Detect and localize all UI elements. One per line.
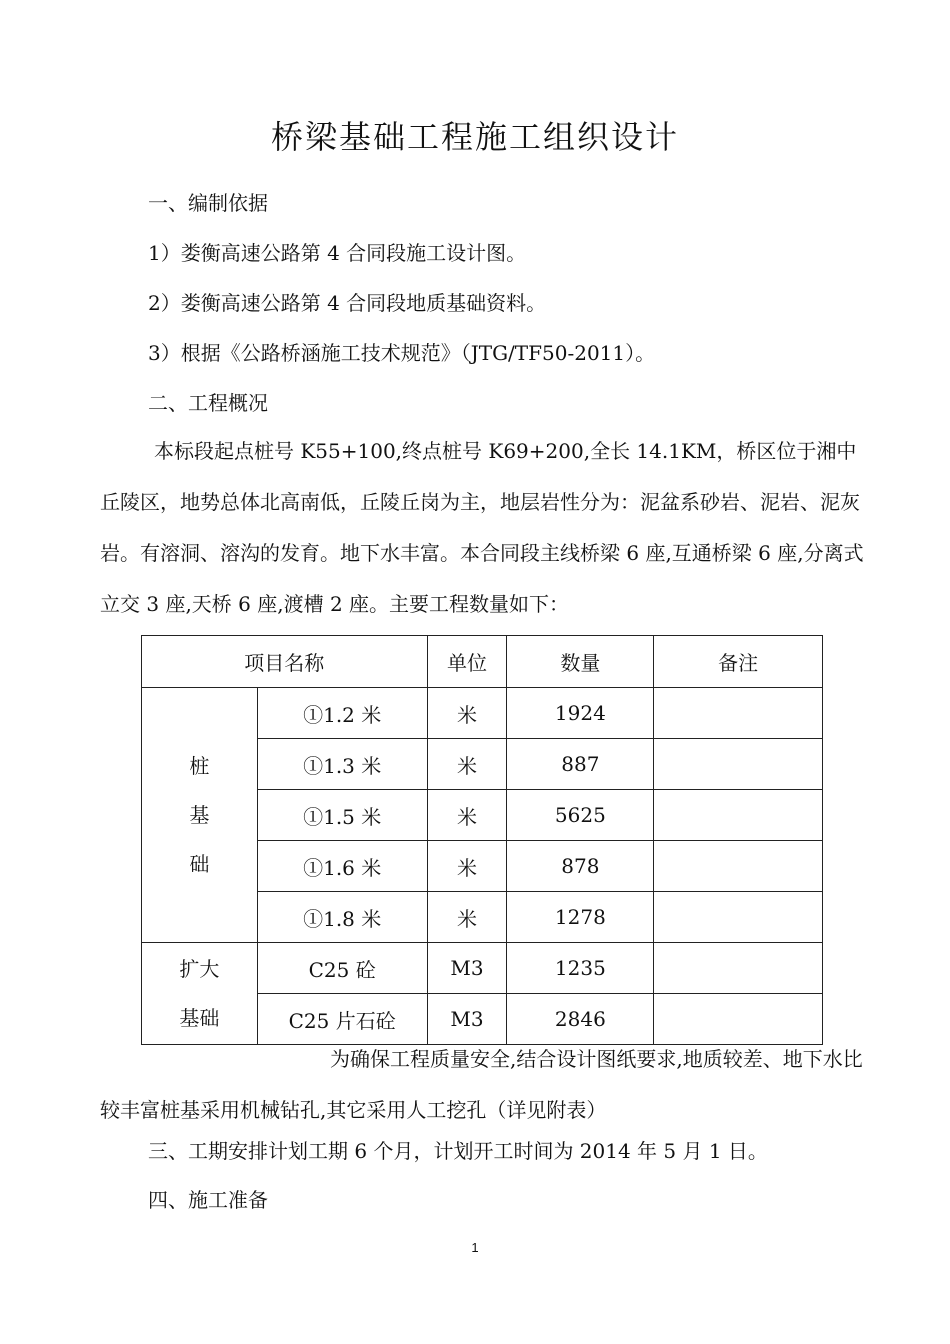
cell-note xyxy=(654,688,823,739)
section-heading-schedule: 三、工期安排计划工期 6 个月，计划开工时间为 2014 年 5 月 1 日。 xyxy=(148,1139,768,1163)
cell-qty: 887 xyxy=(507,739,654,790)
cell-unit: M3 xyxy=(427,994,507,1045)
table-row xyxy=(142,688,823,739)
basis-item-3: 3）根据《公路桥涵施工技术规范》（JTG/TF50-2011）。 xyxy=(148,341,656,365)
header-unit: 单位 xyxy=(427,636,507,688)
overview-paragraph xyxy=(100,426,865,630)
cell-qty: 878 xyxy=(507,841,654,892)
cell-note xyxy=(654,841,823,892)
cell-note xyxy=(654,739,823,790)
group-label-spread-foundation xyxy=(142,943,258,1045)
group-label-char: 基 xyxy=(189,802,210,827)
cell-item: ①1.3 米 xyxy=(257,739,427,790)
quantity-table xyxy=(141,635,823,1045)
basis-item-2: 2）娄衡高速公路第 4 合同段地质基础资料。 xyxy=(148,291,547,315)
header-quantity: 数量 xyxy=(507,636,654,688)
basis-item-1: 1）娄衡高速公路第 4 合同段施工设计图。 xyxy=(148,241,527,265)
section-heading-preparation: 四、施工准备 xyxy=(148,1188,268,1212)
after-table-paragraph xyxy=(100,1034,865,1136)
cell-note xyxy=(654,943,823,994)
section-heading-overview: 二、工程概况 xyxy=(148,391,268,415)
cell-item: ①1.8 米 xyxy=(257,892,427,943)
table-row xyxy=(142,943,823,994)
cell-qty: 1278 xyxy=(507,892,654,943)
cell-item: ①1.2 米 xyxy=(257,688,427,739)
cell-qty: 5625 xyxy=(507,790,654,841)
cell-qty: 1235 xyxy=(507,943,654,994)
header-item-name: 项目名称 xyxy=(142,636,428,688)
cell-unit: 米 xyxy=(427,739,507,790)
cell-item: C25 片石砼 xyxy=(257,994,427,1045)
cell-item: ①1.5 米 xyxy=(257,790,427,841)
cell-unit: 米 xyxy=(427,841,507,892)
group-label-pile-foundation xyxy=(142,688,258,943)
overview-text: 本标段起点桩号 K55+100,终点桩号 K69+200,全长 14.1KM，桥区位于湘中丘陵区，地势总体北高南低，丘陵丘岗为主，地层岩性分为：泥盆系砂岩、泥岩、泥灰岩。有溶洞、溶沟的发育。地下水丰富。本合同段主线桥梁 6 座,互通桥梁 6 座,分离式立交 3 座,天桥 6 座,渡槽 2 座。主要工程数量如下： xyxy=(100,439,864,616)
after-table-text: 为确保工程质量安全,结合设计图纸要求,地质较差、地下水比较丰富桩基采用机械钻孔,其它采用人工挖孔（详见附表） xyxy=(100,1047,863,1122)
cell-item: ①1.6 米 xyxy=(257,841,427,892)
group-label-char: 础 xyxy=(189,851,210,876)
cell-unit: 米 xyxy=(427,790,507,841)
table-header-row xyxy=(142,636,823,688)
cell-note xyxy=(654,892,823,943)
header-note: 备注 xyxy=(654,636,823,688)
page-number: 1 xyxy=(471,1240,479,1255)
cell-note xyxy=(654,790,823,841)
cell-qty: 1924 xyxy=(507,688,654,739)
cell-unit: M3 xyxy=(427,943,507,994)
cell-unit: 米 xyxy=(427,892,507,943)
cell-qty: 2846 xyxy=(507,994,654,1045)
cell-item: C25 砼 xyxy=(257,943,427,994)
cell-unit: 米 xyxy=(427,688,507,739)
document-title: 桥梁基础工程施工组织设计 xyxy=(270,118,679,156)
section-heading-basis: 一、编制依据 xyxy=(148,191,268,215)
group-label-line: 扩大 xyxy=(179,956,220,981)
group-label-line: 基础 xyxy=(179,1005,220,1030)
group-label-char: 桩 xyxy=(189,753,210,778)
